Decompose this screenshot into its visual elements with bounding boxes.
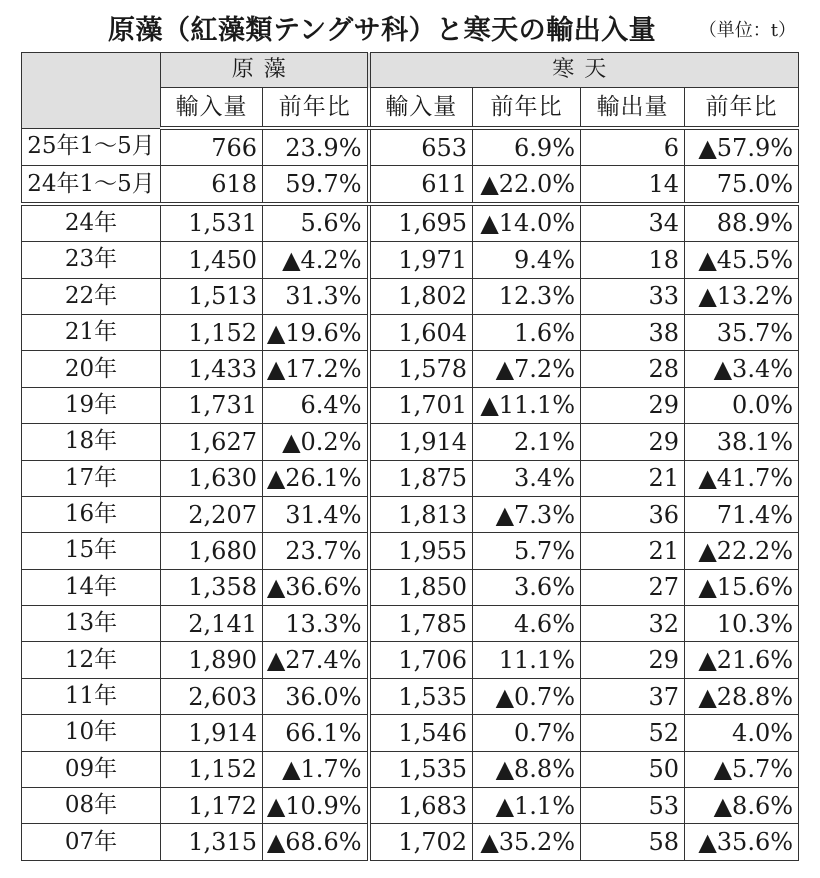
agar-export-cell: 36: [581, 496, 685, 532]
raw-yoy-cell: 6.4%: [263, 387, 369, 423]
agar-export-cell: 32: [581, 606, 685, 642]
raw-yoy-cell: ▲68.6%: [263, 824, 369, 860]
raw-yoy-cell: 31.4%: [263, 496, 369, 532]
agar-import-yoy-cell: ▲1.1%: [473, 788, 581, 824]
agar-import-yoy-cell: 5.7%: [473, 533, 581, 569]
raw-import-cell: 2,603: [161, 678, 263, 714]
raw-import-cell: 1,630: [161, 460, 263, 496]
col-header-agar-export-yoy: 前年比: [685, 88, 799, 129]
agar-import-cell: 1,971: [369, 242, 473, 278]
group-header-row: [22, 53, 799, 88]
raw-yoy-cell: 36.0%: [263, 678, 369, 714]
raw-import-cell: 1,731: [161, 387, 263, 423]
raw-import-cell: 1,152: [161, 751, 263, 787]
col-header-agar-import: 輸入量: [369, 88, 473, 129]
agar-export-yoy-cell: ▲3.4%: [685, 351, 799, 387]
row-label: 18年: [22, 424, 161, 460]
table-row: [22, 387, 799, 423]
row-label: 13年: [22, 606, 161, 642]
agar-export-cell: 50: [581, 751, 685, 787]
agar-import-cell: 1,813: [369, 496, 473, 532]
agar-import-yoy-cell: 9.4%: [473, 242, 581, 278]
table-row: [22, 788, 799, 824]
raw-yoy-cell: ▲4.2%: [263, 242, 369, 278]
agar-export-cell: 33: [581, 278, 685, 314]
agar-export-cell: 53: [581, 788, 685, 824]
row-label: 12年: [22, 642, 161, 678]
unit-label: （単位：t）: [698, 20, 796, 41]
agar-import-cell: 1,785: [369, 606, 473, 642]
agar-export-yoy-cell: 88.9%: [685, 204, 799, 242]
row-label: 22年: [22, 278, 161, 314]
agar-export-cell: 29: [581, 424, 685, 460]
agar-export-cell: 28: [581, 351, 685, 387]
raw-yoy-cell: ▲19.6%: [263, 314, 369, 350]
agar-export-yoy-cell: ▲45.5%: [685, 242, 799, 278]
agar-export-yoy-cell: ▲22.2%: [685, 533, 799, 569]
raw-yoy-cell: 31.3%: [263, 278, 369, 314]
row-label: 09年: [22, 751, 161, 787]
row-label: 24年1～5月: [22, 166, 161, 204]
agar-export-yoy-cell: 4.0%: [685, 715, 799, 751]
agar-export-yoy-cell: 0.0%: [685, 387, 799, 423]
agar-import-cell: 611: [369, 166, 473, 204]
agar-import-cell: 1,535: [369, 751, 473, 787]
trade-table: [21, 52, 799, 861]
table-row: [22, 496, 799, 532]
agar-export-yoy-cell: ▲13.2%: [685, 278, 799, 314]
agar-export-yoy-cell: ▲15.6%: [685, 569, 799, 605]
group-header-raw: 原藻: [161, 53, 369, 88]
agar-export-cell: 18: [581, 242, 685, 278]
raw-import-cell: 1,315: [161, 824, 263, 860]
raw-import-cell: 1,358: [161, 569, 263, 605]
agar-export-cell: 52: [581, 715, 685, 751]
agar-import-yoy-cell: ▲22.0%: [473, 166, 581, 204]
agar-import-yoy-cell: ▲0.7%: [473, 678, 581, 714]
col-header-agar-export: 輸出量: [581, 88, 685, 129]
raw-import-cell: 2,207: [161, 496, 263, 532]
row-label: 15年: [22, 533, 161, 569]
agar-import-cell: 653: [369, 128, 473, 166]
agar-import-yoy-cell: ▲8.8%: [473, 751, 581, 787]
agar-import-cell: 1,955: [369, 533, 473, 569]
agar-export-yoy-cell: ▲28.8%: [685, 678, 799, 714]
table-row: [22, 166, 799, 204]
raw-yoy-cell: 23.7%: [263, 533, 369, 569]
raw-import-cell: 1,680: [161, 533, 263, 569]
agar-import-yoy-cell: ▲14.0%: [473, 204, 581, 242]
agar-export-yoy-cell: ▲35.6%: [685, 824, 799, 860]
raw-import-cell: 1,513: [161, 278, 263, 314]
raw-import-cell: 1,531: [161, 204, 263, 242]
corner-cell: [22, 53, 161, 129]
row-label: 24年: [22, 204, 161, 242]
row-label: 25年1～5月: [22, 128, 161, 166]
agar-import-yoy-cell: 6.9%: [473, 128, 581, 166]
row-label: 16年: [22, 496, 161, 532]
raw-import-cell: 766: [161, 128, 263, 166]
agar-import-yoy-cell: 11.1%: [473, 642, 581, 678]
agar-export-cell: 6: [581, 128, 685, 166]
agar-export-cell: 38: [581, 314, 685, 350]
agar-export-yoy-cell: 38.1%: [685, 424, 799, 460]
table-row: [22, 424, 799, 460]
raw-import-cell: 1,914: [161, 715, 263, 751]
row-label: 11年: [22, 678, 161, 714]
raw-import-cell: 618: [161, 166, 263, 204]
raw-yoy-cell: 66.1%: [263, 715, 369, 751]
row-label: 19年: [22, 387, 161, 423]
agar-import-yoy-cell: 1.6%: [473, 314, 581, 350]
agar-import-cell: 1,535: [369, 678, 473, 714]
raw-yoy-cell: ▲1.7%: [263, 751, 369, 787]
agar-export-cell: 27: [581, 569, 685, 605]
raw-import-cell: 2,141: [161, 606, 263, 642]
table-row: [22, 351, 799, 387]
raw-yoy-cell: ▲17.2%: [263, 351, 369, 387]
row-label: 14年: [22, 569, 161, 605]
raw-import-cell: 1,152: [161, 314, 263, 350]
raw-yoy-cell: 13.3%: [263, 606, 369, 642]
raw-import-cell: 1,172: [161, 788, 263, 824]
raw-yoy-cell: ▲0.2%: [263, 424, 369, 460]
agar-export-yoy-cell: 71.4%: [685, 496, 799, 532]
raw-import-cell: 1,627: [161, 424, 263, 460]
row-label: 23年: [22, 242, 161, 278]
row-label: 07年: [22, 824, 161, 860]
agar-import-cell: 1,683: [369, 788, 473, 824]
agar-export-cell: 21: [581, 533, 685, 569]
agar-import-cell: 1,695: [369, 204, 473, 242]
col-header-raw-import: 輸入量: [161, 88, 263, 129]
agar-import-yoy-cell: 4.6%: [473, 606, 581, 642]
table-row: [22, 242, 799, 278]
row-label: 21年: [22, 314, 161, 350]
table-row: [22, 642, 799, 678]
row-label: 20年: [22, 351, 161, 387]
title-row: [0, 0, 820, 50]
raw-yoy-cell: 5.6%: [263, 204, 369, 242]
raw-yoy-cell: ▲26.1%: [263, 460, 369, 496]
agar-import-yoy-cell: 3.4%: [473, 460, 581, 496]
agar-export-yoy-cell: ▲57.9%: [685, 128, 799, 166]
group-header-agar: 寒天: [369, 53, 799, 88]
table-row: [22, 533, 799, 569]
table-row: [22, 314, 799, 350]
raw-import-cell: 1,890: [161, 642, 263, 678]
table-row: [22, 460, 799, 496]
table-row: [22, 278, 799, 314]
agar-export-yoy-cell: ▲8.6%: [685, 788, 799, 824]
agar-import-cell: 1,914: [369, 424, 473, 460]
col-header-raw-yoy: 前年比: [263, 88, 369, 129]
row-label: 17年: [22, 460, 161, 496]
agar-export-cell: 34: [581, 204, 685, 242]
agar-export-cell: 58: [581, 824, 685, 860]
agar-export-yoy-cell: 35.7%: [685, 314, 799, 350]
agar-export-yoy-cell: 10.3%: [685, 606, 799, 642]
table-row: [22, 751, 799, 787]
agar-export-cell: 14: [581, 166, 685, 204]
table-row: [22, 715, 799, 751]
raw-yoy-cell: ▲36.6%: [263, 569, 369, 605]
table-row: [22, 824, 799, 860]
raw-import-cell: 1,450: [161, 242, 263, 278]
raw-yoy-cell: 23.9%: [263, 128, 369, 166]
agar-export-cell: 29: [581, 387, 685, 423]
table-title: 原藻（紅藻類テングサ科）と寒天の輸出入量: [108, 15, 657, 46]
agar-export-yoy-cell: 75.0%: [685, 166, 799, 204]
row-label: 08年: [22, 788, 161, 824]
agar-import-cell: 1,702: [369, 824, 473, 860]
row-label: 10年: [22, 715, 161, 751]
agar-import-yoy-cell: 2.1%: [473, 424, 581, 460]
agar-import-cell: 1,706: [369, 642, 473, 678]
agar-import-yoy-cell: ▲35.2%: [473, 824, 581, 860]
agar-import-cell: 1,701: [369, 387, 473, 423]
raw-import-cell: 1,433: [161, 351, 263, 387]
table-row: [22, 204, 799, 242]
agar-import-cell: 1,850: [369, 569, 473, 605]
raw-yoy-cell: 59.7%: [263, 166, 369, 204]
agar-export-cell: 21: [581, 460, 685, 496]
agar-export-yoy-cell: ▲21.6%: [685, 642, 799, 678]
table-row: [22, 678, 799, 714]
agar-import-yoy-cell: 0.7%: [473, 715, 581, 751]
raw-yoy-cell: ▲27.4%: [263, 642, 369, 678]
table-row: [22, 128, 799, 166]
agar-import-yoy-cell: 12.3%: [473, 278, 581, 314]
table-row: [22, 569, 799, 605]
agar-import-yoy-cell: 3.6%: [473, 569, 581, 605]
agar-import-cell: 1,546: [369, 715, 473, 751]
agar-export-cell: 37: [581, 678, 685, 714]
raw-yoy-cell: ▲10.9%: [263, 788, 369, 824]
agar-import-yoy-cell: ▲7.2%: [473, 351, 581, 387]
agar-import-cell: 1,604: [369, 314, 473, 350]
agar-import-cell: 1,802: [369, 278, 473, 314]
agar-import-cell: 1,578: [369, 351, 473, 387]
agar-export-cell: 29: [581, 642, 685, 678]
agar-export-yoy-cell: ▲41.7%: [685, 460, 799, 496]
agar-import-cell: 1,875: [369, 460, 473, 496]
table-row: [22, 606, 799, 642]
agar-export-yoy-cell: ▲5.7%: [685, 751, 799, 787]
agar-import-yoy-cell: ▲11.1%: [473, 387, 581, 423]
col-header-agar-import-yoy: 前年比: [473, 88, 581, 129]
agar-import-yoy-cell: ▲7.3%: [473, 496, 581, 532]
